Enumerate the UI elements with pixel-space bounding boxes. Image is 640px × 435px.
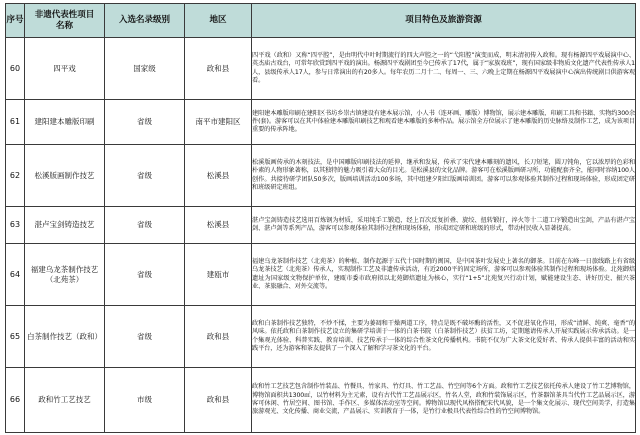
project-description: 湛卢宝剑铸造技艺选用百炼钢为材质，采用纯手工锻造，经上百次反复折叠、旋绞、扭转锻打，淬火等十二道工序锻造出宝剑，产品有湛卢宝剑、湛卢剑等系列产品，游客可以参观体验其制作过程和现场体验，形成团定研和班级的形式，带动村民收入显著提高。 [252,207,636,244]
list-level: 国家级 [105,38,185,100]
region: 南平市建阳区 [185,100,252,145]
region: 松溪县 [185,145,252,207]
table-row [6,306,636,368]
project-name: 政和竹工艺技艺 [25,368,105,433]
row-number: 62 [6,145,25,207]
row-number: 64 [6,244,25,306]
project-description: 四平戏（政和）又称“四平腔”，是由明代中叶时期流行的四大声腔之一的“弋阳腔”演变而成，明末清初传入政和。现有杨源四平戏展演中心、英杰庙古戏台，可常年欣赏到四平戏的演出。杨源四平戏剧团至今已传承了17代，属于“家族戏班”，现有国家级非物质文化遗产代表性传承人1人，县级传承人17人，参与日常演出的有20多人。每年农历二月十二、每周一、三、六晚上定期在杨源四平戏展演中心演出传统剧目供游客观看。 [252,38,636,100]
project-description: 政和竹工艺技艺包含制作竹装品、竹餐具、竹家具、竹灯具、竹工艺品、竹空间等6个方面。政和竹工艺技艺依托传承人建设了竹工艺博物馆，博物馆面积共1300㎡，以竹材料为主元素，设有古代竹工艺品展示区，竹名人堂，政和竹装饰展示区，竹茶器馆茶具当代竹工艺品展示区，游客可休闲、竹居空间、图书馆、手作区、多媒体活动室等空间。博物馆以现代风格搭配宋代风貌，是一个集文化展示、现代空间美学，打造集旅游观光、文化传播、商业交流，产品展示、实训教育于一体，是竹行业极具代表性综合性的竹空间博物馆。 [252,368,636,433]
row-number: 63 [6,207,25,244]
list-level: 省级 [105,207,185,244]
list-level: 市级 [105,368,185,433]
heritage-table [5,3,636,433]
col-header-feature: 项目特色及旅游资源 [252,4,636,38]
project-name: 白茶制作技艺（政和） [25,306,105,368]
list-level: 省级 [105,244,185,306]
col-header-name: 非遗代表性项目名称 [25,4,105,38]
list-level: 省级 [105,100,185,145]
row-number: 61 [6,100,25,145]
col-header-region: 地区 [185,4,252,38]
project-name: 福建乌龙茶制作技艺（北苑茶） [25,244,105,306]
region: 政和县 [185,38,252,100]
list-level: 省级 [105,145,185,207]
table-row [6,38,636,100]
table-row [6,368,636,433]
region: 松溪县 [185,207,252,244]
project-description: 建阳建本雕版印刷在建阳区书坊乡崇古镇建设有建本展示馆，小人书（连环画、雕版）博物馆，展示建本雕版、印刷工具和书籍、实物约300余件(套)。游客可以在其中体验建本雕版印刷技艺和观看建本雕版的多种作品。展示馆全方位展示了建本雕版的历史脉络及制作工艺，成为该项目重要的传承阵地。 [252,100,636,145]
project-name: 湛卢宝剑铸造技艺 [25,207,105,244]
col-header-level: 入选名录级别 [105,4,185,38]
project-name: 松溪版画制作技艺 [25,145,105,207]
project-description: 松溪版画传承的木刻技法，是中国雕版印刷技法的延伸，继承和发展，传承了宋代建本雕刻的遗风，长刀短笔，圆刀钝角，它以浓厚的色彩和朴素的人物形象著称，以其独特的魅力吸引着大众的目光。是松溪县的文化品牌。游客可在松溪版画研习所，功能配套齐全，能同时容纳100人创作。共接待研学团队50多次，版画培训活动100多场，其中组建夕阳红版画培训团。游客可以参观体验其制作过程和现场体验，形成团定研和班级研定班组。 [252,145,636,207]
table-row [6,145,636,207]
project-description: 政和白茶制作技艺独特，不炒不揉，主要为萎凋和干燥两道工序，特点是既不破坏酶的活性，又不促进氧化作用，形成“清鲜、纯爽、毫香”的风味。依托政和白茶制作技艺设立的集研学培训于一体的白茶书院（白茶制作技艺）扶贫工坊，定期邀请传承人开展实践展示传承活动。是一个集观光体验、科普实践、教育培训、技艺传承于一体的综合性茶文化传播机构。书院不仅为广大茶文化爱好者、传承人提供丰富的活动和实践平台，还为游客和茶友提供了一个深入了解和学习茶文化的平台。 [252,306,636,368]
row-number: 65 [6,306,25,368]
row-number: 66 [6,368,25,433]
project-description: 福建乌龙茶制作技艺（北苑茶）的种植、制作起源于五代十国时期的闽国，是中国茶叶发展史上著名的御茶。目前在东峰一日旅线路上有省级乌龙茶技艺（北苑茶）传承人，实现制作工艺及非遗传承活动，有近2000平的固定场所，游客可以参观体验其制作过程和现场体验。北苑御焙遗址为国家级文物保护单位，建瓯市委市政府拟以北苑御焙遗址为核心，实行“1+5”北苑复兴行动计划，赋能建设生态、讲好历史、振兴茶业、茶旅融合、对外交流等。 [252,244,636,306]
region: 政和县 [185,306,252,368]
row-number: 60 [6,38,25,100]
table-row [6,100,636,145]
table-row [6,244,636,306]
list-level: 省级 [105,306,185,368]
project-name: 四平戏 [25,38,105,100]
table-row [6,207,636,244]
region: 政和县 [185,368,252,433]
table-header-row [6,4,636,38]
col-header-seq: 序号 [6,4,25,38]
region: 建瓯市 [185,244,252,306]
project-name: 建阳建本雕版印刷 [25,100,105,145]
